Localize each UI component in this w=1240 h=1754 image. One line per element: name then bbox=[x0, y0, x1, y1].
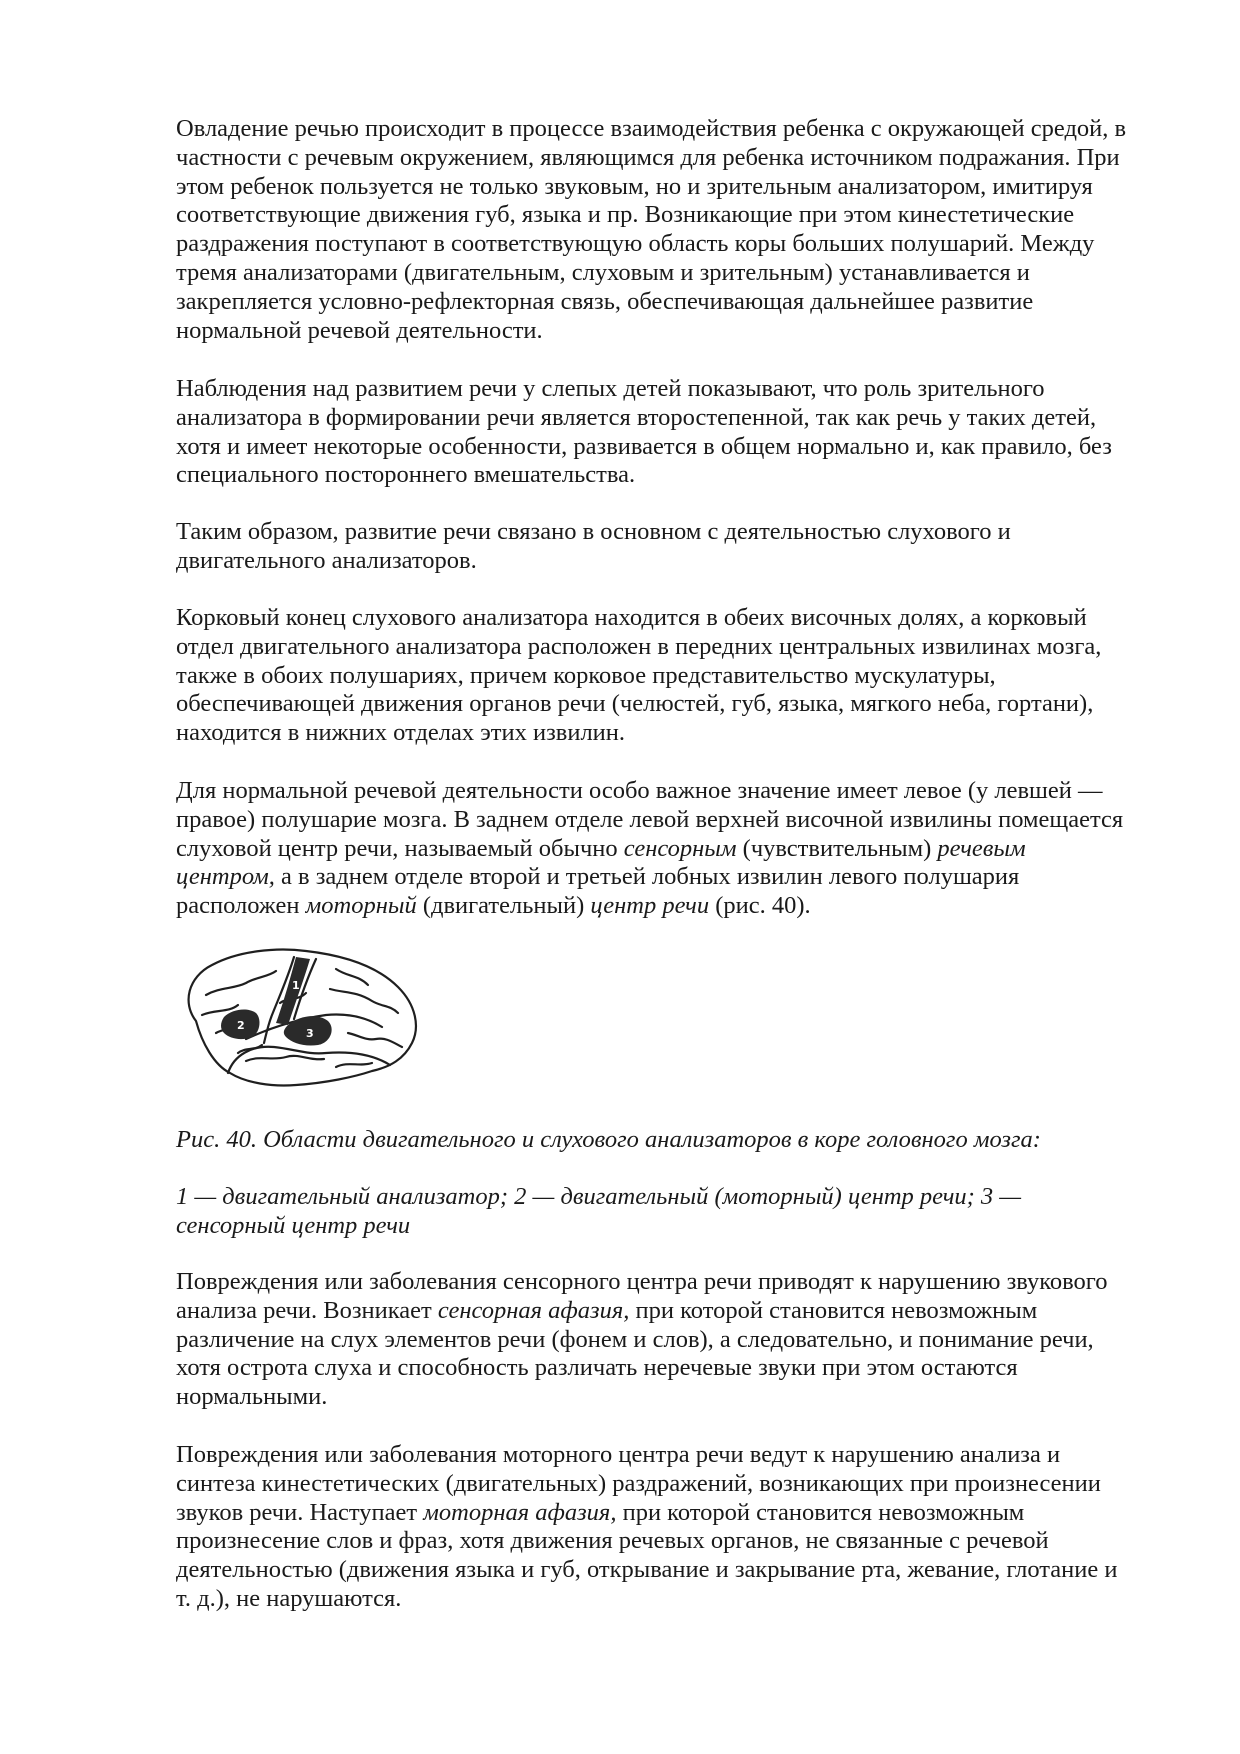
text-line: деятельностью (движения языка и губ, открывание и закрывание рта, жевание, глотание и bbox=[176, 1556, 1118, 1584]
text-line: нормальными. bbox=[176, 1383, 328, 1411]
figure-legend bbox=[176, 1183, 1176, 1241]
figure-caption bbox=[176, 1126, 1176, 1155]
text-line: специального постороннего вмешательства. bbox=[176, 461, 636, 489]
paragraph-sensory-aphasia bbox=[176, 1268, 1176, 1412]
text-line: Таким образом, развитие речи связано в основном с деятельностью слухового и bbox=[176, 518, 1011, 545]
caption-line: Рис. 40. Области двигательного и слухового анализаторов в коре головного мозга: bbox=[176, 1126, 1041, 1153]
text-line: произнесение слов и фраз, хотя движения речевых органов, не связанные с речевой bbox=[176, 1527, 1049, 1555]
legend-line: сенсорный центр речи bbox=[176, 1211, 411, 1239]
text-line: хотя и имеет некоторые особенности, развивается в общем нормально и, как правило, без bbox=[176, 432, 1112, 460]
text-run: звуков речи. Наступает bbox=[176, 1498, 424, 1526]
text-run: расположен bbox=[176, 892, 306, 920]
text-line: раздражения поступают в соответствующую область коры больших полушарий. Между bbox=[176, 230, 1095, 258]
text-line: Повреждения или заболевания сенсорного центра речи приводят к нарушению звукового bbox=[176, 1268, 1108, 1295]
term-speech-center: центр речи bbox=[590, 892, 710, 920]
figure-label-3: 3 bbox=[306, 1027, 314, 1040]
paragraph-blind-children bbox=[176, 375, 1176, 490]
paragraph-left-hemisphere bbox=[176, 777, 1176, 921]
text-line: нормальной речевой деятельности. bbox=[176, 316, 543, 344]
text-line: находится в нижних отделах этих извилин. bbox=[176, 719, 626, 747]
text-line: Повреждения или заболевания моторного центра речи ведут к нарушению анализа и bbox=[176, 1441, 1061, 1468]
text-run: при которой становится невозможным bbox=[629, 1296, 1038, 1324]
text-run: (чувствительным) bbox=[736, 834, 938, 862]
paragraph-motor-aphasia bbox=[176, 1441, 1176, 1614]
term-sensory-aphasia: сенсорная афазия, bbox=[437, 1296, 630, 1324]
figure-label-1: 1 bbox=[292, 979, 300, 992]
text-line: Овладение речью происходит в процессе взаимодействия ребенка с окружающей средой, в bbox=[176, 115, 1127, 142]
text-line: соответствующие движения губ, языка и пр. Возникающие при этом кинестетические bbox=[176, 201, 1075, 229]
text-line: хотя острота слуха и способность различать неречевые звуки при этом остаются bbox=[176, 1354, 1018, 1382]
figure-label-2: 2 bbox=[237, 1019, 245, 1032]
legend-line: 1 — двигательный анализатор; 2 — двигательный (моторный) центр речи; 3 — bbox=[176, 1183, 1022, 1210]
term-motor-aphasia: моторная афазия, bbox=[423, 1498, 617, 1526]
text-line: этом ребенок пользуется не только звуковым, но и зрительным анализатором, имитируя bbox=[176, 172, 1093, 200]
text-line: анализатора в формировании речи является второстепенной, так как речь у таких детей, bbox=[176, 403, 1097, 431]
text-line: отдел двигательного анализатора расположен в передних центральных извилинах мозга, bbox=[176, 632, 1102, 660]
text-line: частности с речевым окружением, являющимся для ребенка источником подражания. При bbox=[176, 143, 1120, 171]
text-run: слуховой центр речи, называемый обычно bbox=[176, 834, 624, 862]
paragraph-speech-acquisition bbox=[176, 115, 1176, 345]
text-line: правое) полушарие мозга. В заднем отделе левой верхней височной извилины помещается bbox=[176, 805, 1124, 833]
term-speech: речевым bbox=[937, 834, 1026, 862]
text-line: Корковый конец слухового анализатора находится в обеих височных долях, а корковый bbox=[176, 604, 1087, 631]
text-line bbox=[176, 835, 1176, 864]
text-line: Для нормальной речевой деятельности особо важное значение имеет левое (у левшей — bbox=[176, 777, 1103, 804]
text-line: тремя анализаторами (двигательным, слуховым и зрительным) устанавливается и bbox=[176, 258, 1030, 286]
text-line: двигательного анализаторов. bbox=[176, 546, 477, 574]
paragraph-conclusion bbox=[176, 518, 1176, 576]
term-center: центром, bbox=[176, 863, 275, 891]
brain-figure bbox=[176, 943, 426, 1095]
text-line bbox=[176, 1499, 1176, 1528]
text-run: анализа речи. Возникает bbox=[176, 1296, 438, 1324]
text-run: при которой становится невозможным bbox=[616, 1498, 1025, 1526]
term-sensory: сенсорным bbox=[623, 834, 737, 862]
text-line: Наблюдения над развитием речи у слепых детей показывают, что роль зрительного bbox=[176, 375, 1045, 402]
text-line bbox=[176, 1297, 1176, 1326]
text-line bbox=[176, 892, 1176, 921]
text-line: обеспечивающей движения органов речи (челюстей, губ, языка, мягкого неба, гортани), bbox=[176, 690, 1094, 718]
term-motor: моторный bbox=[305, 892, 417, 920]
text-run: (рис. 40). bbox=[709, 892, 811, 920]
text-run: (двигательный) bbox=[416, 892, 591, 920]
text-line bbox=[176, 863, 1176, 892]
text-line: различение на слух элементов речи (фонем и слов), а следовательно, и понимание речи, bbox=[176, 1325, 1094, 1353]
text-line: закрепляется условно-рефлекторная связь, обеспечивающая дальнейшее развитие bbox=[176, 287, 1034, 315]
paragraph-cortical-ends bbox=[176, 604, 1176, 748]
text-line: также в обоих полушариях, причем корковое представительство мускулатуры, bbox=[176, 661, 996, 689]
text-line: синтеза кинестетических (двигательных) раздражений, возникающих при произнесении bbox=[176, 1469, 1101, 1497]
text-line: т. д.), не нарушаются. bbox=[176, 1584, 402, 1612]
text-run: а в заднем отделе второй и третьей лобных извилин левого полушария bbox=[274, 863, 1020, 891]
